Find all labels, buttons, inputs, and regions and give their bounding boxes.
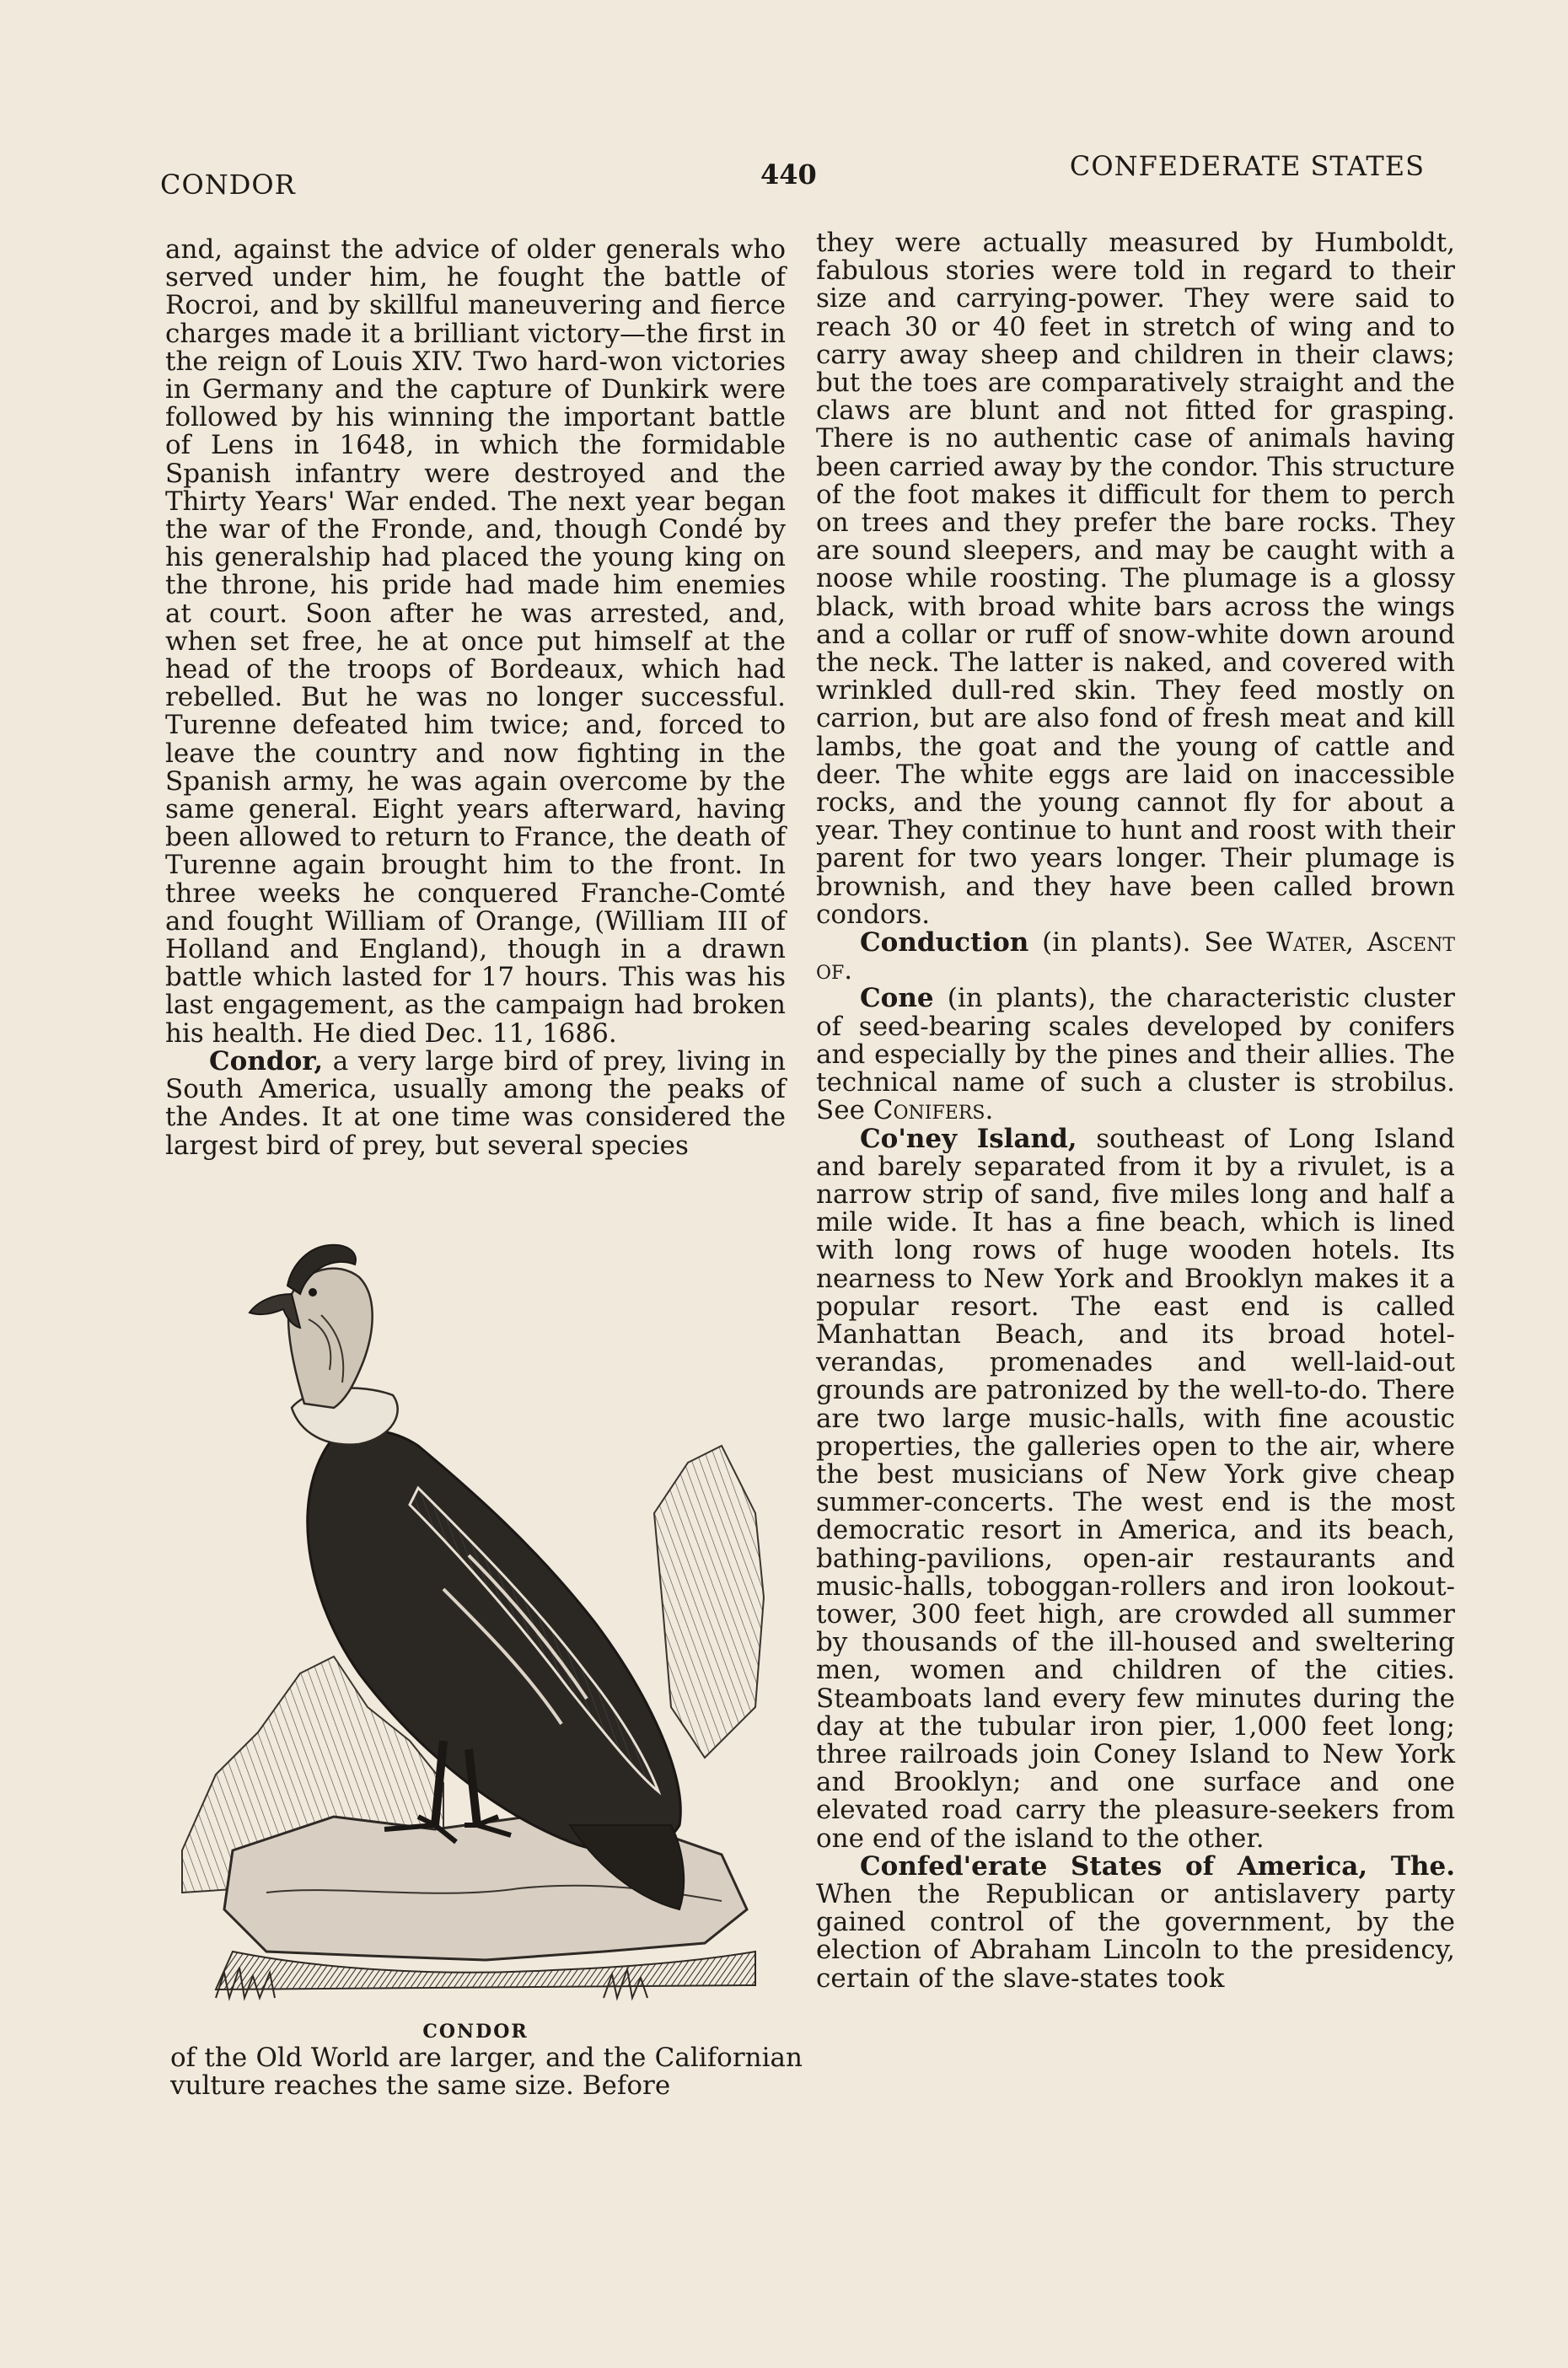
condor-continued-paragraph: they were actually measured by Humboldt, fabulous stories were told in regard to their size and carrying-power. They were said to reach 30 or 40 feet in stretch of wing and to carry away sheep and children in their claws; but the toes are comparatively straight and the claws are blunt and not fitted for grasping. There is no authentic case of animals having been carried away by the condor. This structure of the foot makes it difficult for them to perch on trees and they prefer the bare rocks. They are sound sleepers, and may be caught with a noose while roosting. The plumage is a glossy black, with broad white bars across the wings and a collar or ruff of snow-white down around the neck. The latter is naked, and covered with wrinkled dull-red skin. They feed mostly on carrion, but are also fond of fresh meat and kill lambs, the goat and the young of cattle and deer. The white eggs are laid on inaccessible rocks, and the young cannot fly for about a year. They continue to hunt and roost with their parent for two years longer. Their plumage is brownish, and they have been called brown condors.	[816, 228, 1455, 930]
coney-island-entry	[816, 1125, 1455, 1853]
header-left-title: CONDOR	[160, 169, 296, 201]
cone-cross-reference: Conifers.	[873, 1095, 994, 1126]
condor-entry-text: a very large bird of prey, living in South America, usually among the peaks of the Andes. It at one time was considered the largest bird of prey, but several species	[165, 1045, 786, 1161]
figure-caption: CONDOR	[422, 2021, 529, 2043]
conde-paragraph: and, against the advice of older generals who served under him, he fought the battle of Rocroi, and by skillful maneuvering and fierce charges made it a brilliant victory—the first in the reign of Louis XIV. Two hard-won victories in Germany and the capture of Dunkirk were followed by his winning the important battle of Lens in 1648, in which the formidable Spanish infantry were destroyed and the Thirty Years' War ended. The next year began the war of the Fronde, and, though Condé by his generalship had placed the young king on the throne, his pride had made him enemies at court. Soon after he was arrested, and, when set free, he at once put himself at the head of the troops of Bordeaux, which had rebelled. But he was no longer successful. Turenne defeated him twice; and, forced to leave the country and now fighting in the Spanish army, he was again overcome by the same general. Eight years afterward, having been allowed to return to France, the death of Turenne again brought him to the front. In three weeks he conquered Franche-Comté and fought William of Orange, (William III of Holland and England), though in a drawn battle which lasted for 17 hours. This was his last engagement, as the campaign had broken his health. He died Dec. 11, 1686.	[165, 234, 786, 1049]
confederate-states-entry	[816, 1850, 1455, 1994]
cone-entry	[816, 985, 1455, 1125]
conduction-entry	[816, 929, 1455, 985]
confederate-states-headword: Confed'erate States of America, The.	[860, 1850, 1455, 1882]
coney-island-headword: Co'ney Island,	[860, 1123, 1077, 1154]
page-number: 440	[760, 158, 817, 191]
condor-beak	[250, 1294, 300, 1328]
cone-headword: Cone	[860, 983, 934, 1014]
conduction-headword: Conduction	[860, 927, 1029, 958]
left-column	[165, 236, 786, 1160]
conduction-cross-reference: Water, Ascent of.	[816, 927, 1456, 986]
left-column-continuation: of the Old World are larger, and the Californian vulture reaches the same size. Before	[170, 2043, 803, 2102]
condor-headword: Condor,	[209, 1045, 324, 1077]
header-right-title: CONFEDERATE STATES	[1069, 150, 1425, 182]
right-column	[816, 229, 1455, 1993]
condor-entry	[165, 1045, 786, 1161]
condor-illustration	[165, 1235, 786, 2044]
coney-island-text: southeast of Long Island and barely separated from it by a rivulet, is a narrow strip of sand, five miles long and half a mile wide. It has a fine beach, which is lined with long rows of huge wooden hotels. Its nearness to New York and Brooklyn makes it a popular resort. The east end is called Manhattan Beach, and its broad hotel-verandas, promenades and well-laid-out grounds are patronized by the well-to-do. There are two large music-halls, with fine acoustic properties, the galleries open to the air, where the best musicians of New York give cheap summer-concerts. The west end is the most democratic resort in America, and its beach, bathing-pavilions, open-air restaurants and music-halls, toboggan-rollers and iron lookout-tower, 300 feet high, are crowded all summer by thousands of the ill-housed and sweltering men, women and children of the cities. Steamboats land every few minutes during the day at the tubular iron pier, 1,000 feet long; three railroads join Coney Island to New York and Brooklyn; and one surface and one elevated road carry the pleasure-seekers from one end of the island to the other.	[816, 1123, 1455, 1854]
conduction-text: (in plants). See	[1028, 927, 1267, 958]
running-header	[160, 150, 1425, 209]
condor-eye	[309, 1288, 317, 1297]
cone-text: (in plants), the characteristic cluster of seed-bearing scales developed by conifers and especially by the pines and their allies. The technical name of such a cluster is strobilus. See	[816, 983, 1455, 1126]
condor-engraving	[165, 1235, 786, 2015]
rock-spire-right	[654, 1446, 764, 1758]
confederate-states-text: When the Republican or antislavery party gained control of the government, by the election of Abraham Lincoln to the presidency, certain of the slave-states took	[816, 1878, 1455, 1994]
